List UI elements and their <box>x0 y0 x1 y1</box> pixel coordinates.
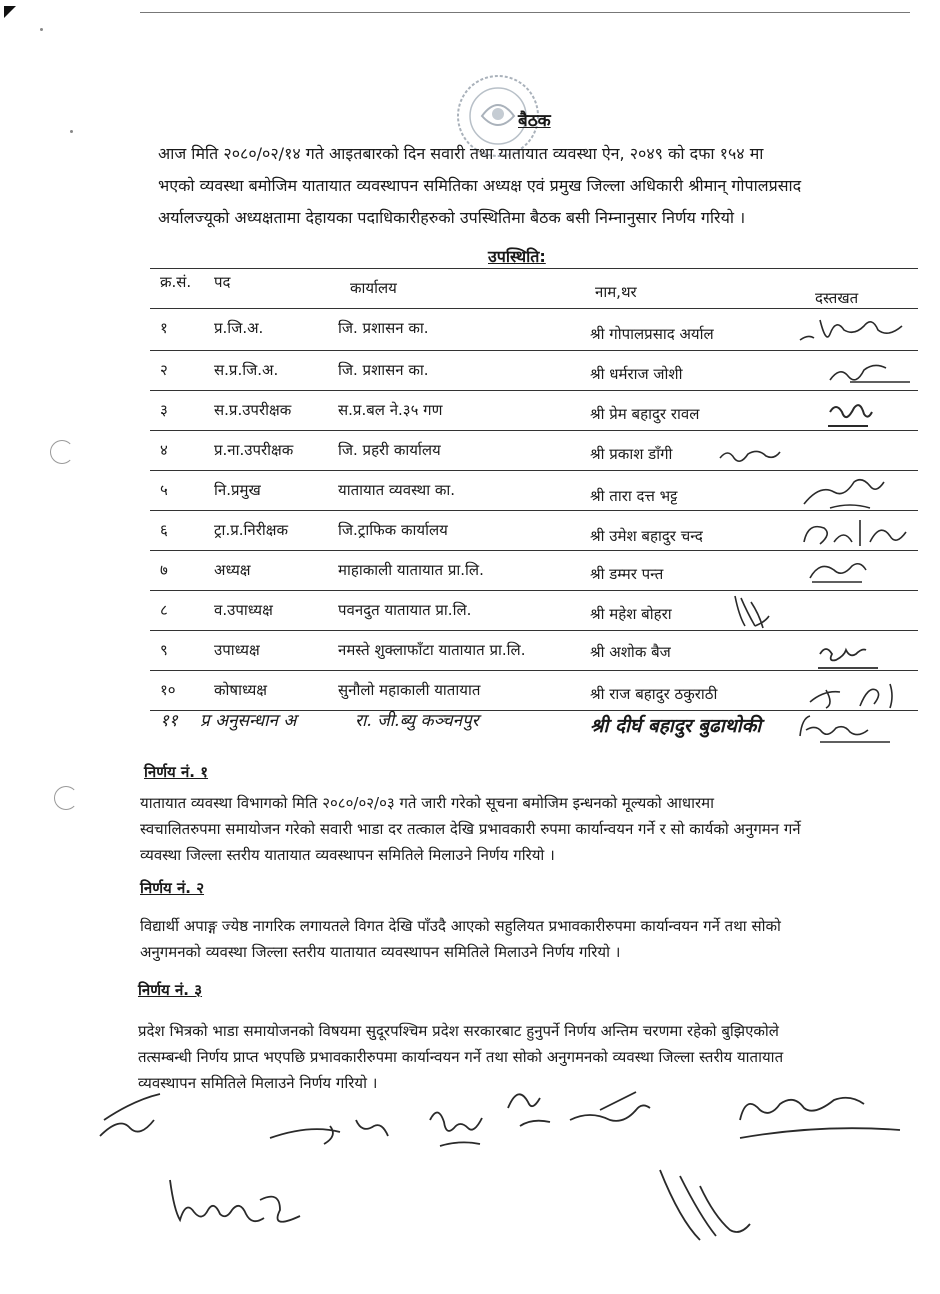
signature-icon <box>790 552 920 592</box>
cell-post: प्र.जि.अ. <box>214 319 264 337</box>
table-row <box>150 592 918 632</box>
cell-name: श्री दीर्घ बहादुर बुढाथोकी <box>590 715 762 737</box>
decision-line: प्रदेश भित्रको भाडा समायोजनको विषयमा सुदूरपश्चिम प्रदेश सरकारबाट हुनुपर्ने निर्णय अन्तिम चरणमा रहेको बुझिएकोले <box>138 1022 779 1040</box>
cell-office: माहाकाली यातायात प्रा.लि. <box>338 561 484 579</box>
decision-1-heading: निर्णय नं. १ <box>144 763 209 781</box>
table-row <box>150 392 918 432</box>
cell-serial: ४ <box>160 441 168 459</box>
cell-post: नि.प्रमुख <box>214 481 261 499</box>
intro-paragraph <box>158 138 918 234</box>
cell-serial: ११ <box>160 711 178 731</box>
table-row-handwritten <box>150 700 918 740</box>
cell-office: स.प्र.बल ने.३५ गण <box>338 401 443 419</box>
table-rule <box>150 590 918 591</box>
table-rule <box>150 470 918 471</box>
decision-line: व्यवस्थापन समितिले मिलाउने निर्णय गरियो । <box>138 1074 378 1092</box>
signature-icon <box>790 472 920 512</box>
cell-post: ट्रा.प्र.निरीक्षक <box>214 521 289 539</box>
cell-post: स.प्र.उपरीक्षक <box>214 401 292 419</box>
decision-line: यातायात व्यवस्था विभागको मिति २०८०/०२/०३ गते जारी गरेको सूचना बमोजिम इन्धनको मूल्यको आधारमा <box>140 794 714 812</box>
table-rule <box>150 550 918 551</box>
cell-office: रा. जी.ब्यु कञ्चनपुर <box>355 711 479 731</box>
cell-name: श्री धर्मराज जोशी <box>590 365 683 383</box>
cell-serial: २ <box>160 361 168 379</box>
table-rule <box>150 670 918 671</box>
cell-serial: ५ <box>160 481 168 499</box>
decision-1-text <box>140 790 801 868</box>
top-rule <box>140 12 910 13</box>
header-post: पद <box>214 273 231 291</box>
cell-serial: १० <box>160 681 176 699</box>
table-row <box>150 432 918 472</box>
cell-office: जि. प्रशासन का. <box>338 319 429 337</box>
bottom-signatures <box>0 1080 940 1280</box>
signature-icon <box>790 706 920 746</box>
punch-hole <box>54 786 78 810</box>
page-corner-mark <box>4 6 16 18</box>
cell-serial: ९ <box>160 641 168 659</box>
cell-name: श्री तारा दत्त भट्ट <box>590 487 678 505</box>
cell-serial: ३ <box>160 401 168 419</box>
signature-icon <box>790 392 920 432</box>
header-office: कार्यालय <box>350 279 397 297</box>
cell-office: नमस्ते शुक्लाफाँटा यातायात प्रा.लि. <box>338 641 526 659</box>
cell-post: स.प्र.जि.अ. <box>214 361 279 379</box>
cell-office: पवनदुत यातायात प्रा.लि. <box>338 601 472 619</box>
decision-line: स्वचालितरुपमा समायोजन गरेको सवारी भाडा दर तत्काल देखि प्रभावकारी रुपमा कार्यान्वयन गर्ने र सो कार्यको अनुगमन गर्ने <box>140 820 801 838</box>
decision-line: विद्यार्थी अपाङ्ग ज्येष्ठ नागरिक लगायतले विगत देखि पाँउदै आएको सहुलियत प्रभावकारीरुपमा कार्यान्वयन गर्ने तथा सोको <box>140 917 781 935</box>
meeting-title: बैठक <box>518 111 551 131</box>
table-row <box>150 352 918 392</box>
punch-hole <box>50 440 74 464</box>
intro-line: आज मिति २०८०/०२/१४ गते आइतबारको दिन सवारी तथा यातायात व्यवस्था ऐन, २०४९ को दफा १५४ मा <box>158 144 764 163</box>
decision-2-heading: निर्णय नं. २ <box>140 879 205 897</box>
header-signature: दस्तखत <box>815 289 859 307</box>
cell-name: श्री प्रेम बहादुर रावल <box>590 405 700 423</box>
cell-post: प्र अनुसन्धान अ <box>200 711 297 731</box>
table-rule <box>150 630 918 631</box>
paper-speck <box>40 28 43 31</box>
cell-office: जि. प्रशासन का. <box>338 361 429 379</box>
table-row <box>150 632 918 672</box>
cell-office: सुनौलो महाकाली यातायात <box>338 681 481 699</box>
cell-serial: ८ <box>160 601 168 619</box>
cell-office: जि.ट्राफिक कार्यालय <box>338 521 448 539</box>
signature-icon <box>790 512 920 552</box>
table-row <box>150 310 918 350</box>
table-rule <box>150 510 918 511</box>
cell-office: यातायात व्यवस्था का. <box>338 481 456 499</box>
cell-name: श्री अशोक बैज <box>590 643 671 661</box>
cell-office: जि. प्रहरी कार्यालय <box>338 441 441 459</box>
signature-icon <box>725 592 855 632</box>
table-rule <box>150 430 918 431</box>
paper-speck <box>70 130 73 133</box>
cell-name: श्री राज बहादुर ठकुराठी <box>590 685 718 703</box>
table-rule <box>150 308 918 309</box>
cell-post: प्र.ना.उपरीक्षक <box>214 441 294 459</box>
cell-post: व.उपाध्यक्ष <box>214 601 273 619</box>
table-rule <box>150 350 918 351</box>
table-row <box>150 512 918 552</box>
cell-name: श्री डम्मर पन्त <box>590 565 664 583</box>
intro-line: भएको व्यवस्था बमोजिम यातायात व्यवस्थापन समितिका अध्यक्ष एवं प्रमुख जिल्ला अधिकारी श्रीमान् गोपालप्रसाद <box>158 176 802 195</box>
header-name: नाम,थर <box>595 283 637 301</box>
cell-serial: ७ <box>160 561 168 579</box>
cell-post: अध्यक्ष <box>214 561 251 579</box>
table-row <box>150 552 918 592</box>
cell-name: श्री गोपालप्रसाद अर्याल <box>590 325 714 343</box>
cell-serial: ६ <box>160 521 168 539</box>
table-rule <box>150 268 918 269</box>
signature-icon <box>790 352 920 392</box>
decision-line: व्यवस्था जिल्ला स्तरीय यातायात व्यवस्थापन समितिले मिलाउने निर्णय गरियो । <box>140 846 555 864</box>
cell-name: श्री प्रकाश डाँगी <box>590 445 673 463</box>
cell-post: कोषाध्यक्ष <box>214 681 268 699</box>
signature-icon <box>100 1092 900 1240</box>
table-row <box>150 472 918 512</box>
header-serial: क्र.सं. <box>160 273 192 291</box>
intro-line: अर्यालज्यूको अध्यक्षतामा देहायका पदाधिकारीहरुको उपस्थितिमा बैठक बसी निम्नानुसार निर्णय गरियो । <box>158 208 746 227</box>
signature-icon <box>790 310 920 350</box>
cell-post: उपाध्यक्ष <box>214 641 260 659</box>
cell-name: श्री उमेश बहादुर चन्द <box>590 527 703 545</box>
decision-3-heading: निर्णय नं. ३ <box>138 981 203 999</box>
decision-2-text <box>140 913 781 965</box>
decision-line: अनुगमनको व्यवस्था जिल्ला स्तरीय यातायात व्यवस्थापन समितिले मिलाउने निर्णय गरियो । <box>140 943 621 961</box>
signature-icon <box>710 432 840 472</box>
cell-name: श्री महेश बोहरा <box>590 605 672 623</box>
signature-icon <box>790 632 920 672</box>
attendance-heading: उपस्थिति: <box>488 247 546 266</box>
cell-serial: १ <box>160 319 168 337</box>
decision-line: तत्सम्बन्धी निर्णय प्राप्त भएपछि प्रभावकारीरुपमा कार्यान्वयन गर्ने तथा सोको अनुगमनको व्यवस्था जिल्ला स्तरीय यातायात <box>138 1048 784 1066</box>
table-rule <box>150 390 918 391</box>
